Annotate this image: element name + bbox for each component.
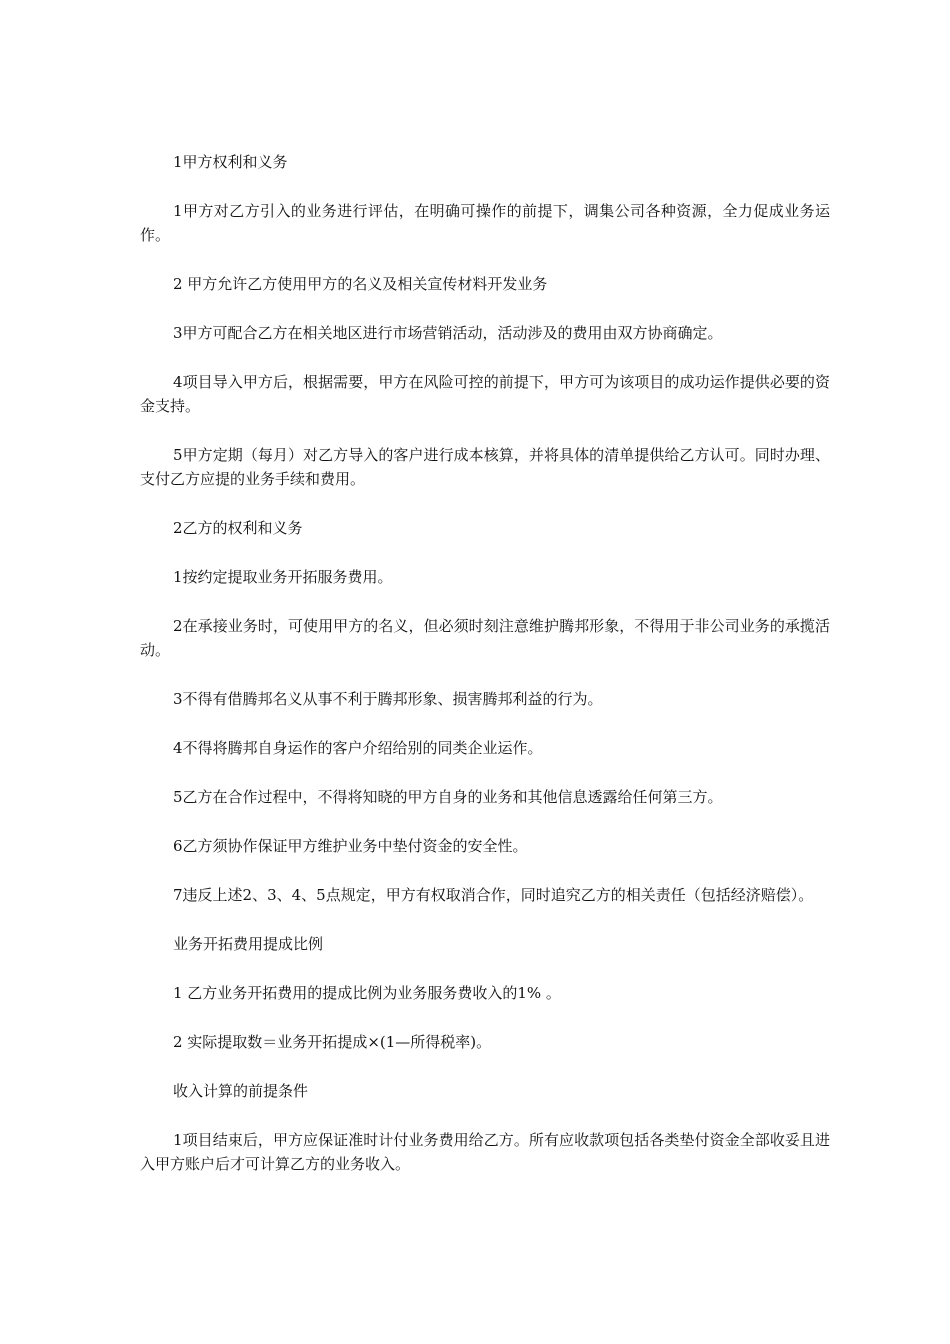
clause-a-4: 4项目导入甲方后，根据需要，甲方在风险可控的前提下，甲方可为该项目的成功运作提供必要的资金支持。 (140, 373, 830, 415)
section-heading-party-b-rights: 2乙方的权利和义务 (173, 519, 303, 537)
clause-c-1: 1 乙方业务开拓费用的提成比例为业务服务费收入的1% 。 (173, 984, 561, 1002)
section-heading-party-a-rights: 1甲方权利和义务 (173, 153, 288, 171)
clause-a-5: 5甲方定期（每月）对乙方导入的客户进行成本核算，并将具体的清单提供给乙方认可。同时办理、支付乙方应提的业务手续和费用。 (140, 446, 830, 488)
section-heading-income-conditions: 收入计算的前提条件 (173, 1082, 309, 1100)
clause-b-4: 4不得将腾邦自身运作的客户介绍给别的同类企业运作。 (173, 739, 543, 757)
clause-b-6: 6乙方须协作保证甲方维护业务中垫付资金的安全性。 (173, 837, 528, 855)
clause-a-3: 3甲方可配合乙方在相关地区进行市场营销活动，活动涉及的费用由双方协商确定。 (173, 324, 723, 342)
clause-b-3: 3不得有借腾邦名义从事不利于腾邦形象、损害腾邦利益的行为。 (173, 690, 603, 708)
clause-c-2: 2 实际提取数＝业务开拓提成×(1—所得税率)。 (173, 1033, 492, 1051)
clause-b-2: 2在承接业务时，可使用甲方的名义，但必须时刻注意维护腾邦形象，不得用于非公司业务的承揽活动。 (140, 617, 830, 659)
clause-b-7: 7违反上述2、3、4、5点规定，甲方有权取消合作，同时追究乙方的相关责任（包括经济赔偿）。 (173, 886, 814, 904)
document-body (140, 150, 830, 1201)
section-heading-commission-ratio: 业务开拓费用提成比例 (173, 935, 324, 953)
clause-d-1: 1项目结束后，甲方应保证准时计付业务费用给乙方。所有应收款项包括各类垫付资金全部收妥且进入甲方账户后才可计算乙方的业务收入。 (140, 1131, 830, 1173)
clause-b-1: 1按约定提取业务开拓服务费用。 (173, 568, 393, 586)
clause-b-5: 5乙方在合作过程中，不得将知晓的甲方自身的业务和其他信息透露给任何第三方。 (173, 788, 723, 806)
clause-a-1: 1甲方对乙方引入的业务进行评估，在明确可操作的前提下，调集公司各种资源，全力促成业务运作。 (140, 202, 830, 244)
clause-a-2: 2 甲方允许乙方使用甲方的名义及相关宣传材料开发业务 (173, 275, 548, 293)
